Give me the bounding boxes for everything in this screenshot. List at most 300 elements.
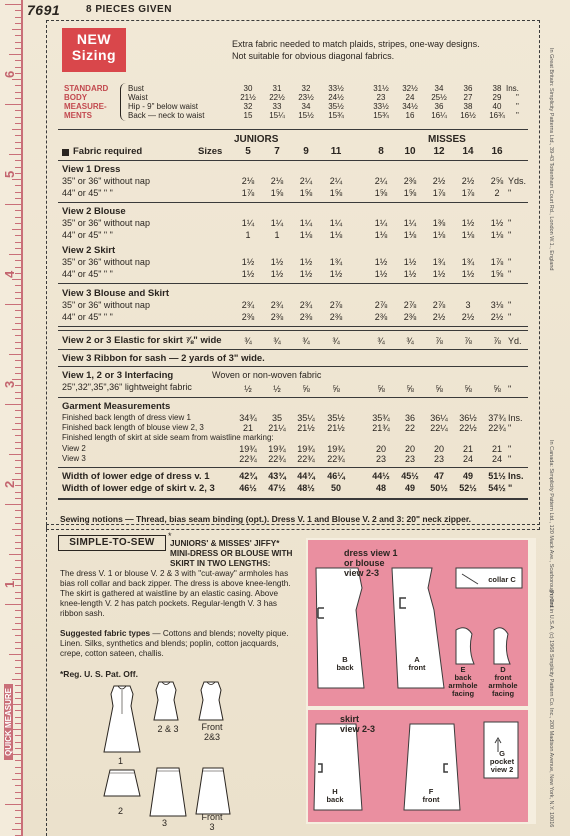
fabric-value: 43¾ — [268, 471, 286, 481]
fabric-value: 2⅝ — [490, 176, 504, 186]
fabric-value: 49 — [462, 471, 473, 481]
ruler-tick — [15, 748, 21, 749]
fabric-value: 23 — [375, 454, 386, 464]
fabric-value: 1⅝ — [329, 188, 343, 198]
measurement-value: 16¼ — [431, 111, 447, 120]
size-header: 5 — [245, 146, 251, 157]
ruler-tick — [15, 523, 21, 524]
fabric-value: 48½ — [297, 483, 315, 493]
fabric-value: 1⅛ — [299, 230, 313, 240]
fabric-value: 2⅞ — [374, 300, 388, 310]
title-line: dress view 1 — [344, 548, 398, 558]
fabric-value: 1⅛ — [490, 230, 504, 240]
measurement-value: 16 — [405, 111, 415, 120]
ruler-tick — [15, 535, 21, 536]
size-header: 16 — [491, 146, 503, 157]
fabric-value: 1¼ — [241, 218, 255, 228]
measurement-value: 29 — [492, 93, 502, 102]
ruler-tick — [15, 560, 21, 561]
ruler-tick — [5, 304, 21, 305]
ruler-tick — [15, 242, 21, 243]
ruler-tick — [15, 635, 21, 636]
label-line: MEASURE- — [64, 102, 107, 111]
measurement-value: 33 — [272, 102, 282, 111]
sewing-notions — [60, 514, 471, 524]
fabric-value: 24 — [462, 454, 473, 464]
fabric-value: 37¾ — [488, 413, 506, 423]
ruler-tick — [15, 335, 21, 336]
fabric-value: 35¼ — [297, 413, 315, 423]
fabric-value: 34¾ — [239, 413, 257, 423]
front-label-line: 2&3 — [203, 732, 220, 742]
fabric-value: 1⅛ — [329, 230, 343, 240]
ruler-tick — [15, 267, 21, 268]
fabric-value: 47 — [433, 471, 444, 481]
notice-line: Extra fabric needed to match plaids, stripes, one-way designs. — [232, 39, 480, 49]
ruler-tick — [15, 798, 21, 799]
fabric-value: 2⅞ — [329, 300, 343, 310]
fabric-value: 1⅛ — [432, 230, 446, 240]
front-label — [192, 812, 232, 832]
ruler-tick — [12, 829, 21, 830]
ruler-tick — [15, 373, 21, 374]
divider — [58, 129, 528, 130]
dress-pieces-title — [344, 548, 398, 578]
ruler-tick — [15, 817, 21, 818]
notice-line: Not suitable for obvious diagonal fabrics. — [232, 51, 395, 61]
fabric-value: ¾ — [377, 336, 385, 346]
fabric-value: 1⅛ — [403, 230, 417, 240]
ruler-tick — [15, 292, 21, 293]
fabric-value: 1½ — [299, 257, 313, 267]
ruler-tick — [15, 48, 21, 49]
divider — [58, 349, 528, 350]
row-label: 44" or 45" " " — [62, 312, 113, 322]
piece-C-label: collar C — [488, 575, 516, 584]
divider — [58, 330, 528, 331]
piece-name: front — [422, 795, 440, 804]
measurement-value: 23 — [376, 93, 386, 102]
ditto-mark: " — [516, 93, 519, 102]
fabric-value: 52½ — [459, 483, 477, 493]
fabric-value: 1¼ — [270, 218, 284, 228]
view-label: 3 — [162, 818, 168, 828]
piece-A-label — [402, 656, 432, 672]
divider — [58, 160, 528, 161]
unit-label: " — [508, 454, 512, 464]
fabric-value: 44¾ — [297, 471, 315, 481]
ruler-tick — [15, 235, 21, 236]
ruler-tick — [15, 348, 21, 349]
fabric-value: 1½ — [490, 218, 504, 228]
measurement-item: Hip - 9" below waist — [128, 102, 198, 111]
front-23-figure — [194, 680, 228, 722]
ruler-tick — [15, 573, 21, 574]
ruler-tick — [12, 79, 21, 80]
ruler-tick — [15, 135, 21, 136]
fabric-value: 2⅜ — [299, 312, 313, 322]
unit-label: " — [508, 483, 513, 493]
ruler-tick — [15, 760, 21, 761]
ruler-tick — [15, 692, 21, 693]
measurement-bracket — [120, 83, 128, 121]
size-header: 9 — [303, 146, 309, 157]
ruler-tick — [15, 548, 21, 549]
size-header: 10 — [404, 146, 416, 157]
ruler-tick — [15, 742, 21, 743]
ruler-tick — [12, 229, 21, 230]
ruler-tick — [15, 448, 21, 449]
ruler-tick — [15, 460, 21, 461]
ruler-tick — [15, 198, 21, 199]
fabric-value: 2¾ — [270, 300, 284, 310]
ribbon-label: View 3 Ribbon for sash — 2 yards of 3" wide. — [62, 353, 265, 364]
ruler-tick — [15, 185, 21, 186]
piece-H-label — [320, 788, 350, 804]
fabric-value: 22¼ — [430, 423, 448, 433]
fabric-value: 2⅞ — [403, 300, 417, 310]
ruler-tick — [15, 285, 21, 286]
fabric-value: 3⅛ — [490, 300, 504, 310]
ruler-tick — [15, 467, 21, 468]
ruler-tick — [9, 454, 21, 455]
fabric-value: 21½ — [327, 423, 345, 433]
measurement-value: 21½ — [240, 93, 256, 102]
piece-G-label — [484, 750, 520, 774]
fabric-value: ½ — [244, 384, 252, 394]
size-header: 7 — [274, 146, 280, 157]
fabric-value: 1½ — [329, 269, 343, 279]
piece-letter: E — [460, 665, 466, 674]
ruler-tick — [12, 429, 21, 430]
ruler-tick — [5, 604, 21, 605]
piece-letter: B — [342, 655, 348, 664]
ruler-tick — [15, 767, 21, 768]
new-sizing-badge — [62, 28, 126, 72]
ruler-tick — [9, 354, 21, 355]
badge-line: Sizing — [71, 47, 117, 63]
fabric-value: 3 — [465, 300, 471, 310]
front-label-line: 3 — [209, 822, 215, 832]
fabric-value: 1½ — [241, 269, 255, 279]
fabric-value: 23 — [433, 454, 444, 464]
fabric-value: 1½ — [461, 218, 475, 228]
ditto-mark: " — [516, 102, 519, 111]
fabric-value: 42¾ — [239, 471, 257, 481]
ruler-tick — [15, 623, 21, 624]
fabric-value: 1½ — [270, 269, 284, 279]
divider — [58, 397, 528, 398]
square-bullet-icon — [62, 149, 69, 156]
fabric-value: 22¾ — [297, 454, 315, 464]
canada-address: In Canada: Simplicity Pattern Ltd., 120 Mack Ave., Scarborough, Ont. — [548, 440, 554, 609]
ruler-label: QUICK MEASURE — [4, 684, 13, 760]
ruler-tick — [5, 4, 21, 5]
measurement-value: 33½ — [328, 84, 344, 93]
fabric-value: 19¾ — [239, 444, 257, 454]
fabric-value: 23 — [404, 454, 415, 464]
ruler-tick — [15, 260, 21, 261]
fabric-value: 2½ — [432, 176, 446, 186]
piece-name: facing — [491, 689, 515, 698]
label-line: BODY — [64, 93, 88, 102]
ruler-tick — [5, 404, 21, 405]
ditto-mark: " — [516, 111, 519, 120]
ruler-tick — [15, 192, 21, 193]
ruler-tick — [15, 60, 21, 61]
fabric-value: 22 — [404, 423, 415, 433]
measurements-label — [64, 84, 108, 120]
piece-letter: G — [499, 749, 505, 758]
ruler-tick — [5, 804, 21, 805]
ruler-number: 3 — [2, 380, 17, 388]
width-dress-label: Width of lower edge of dress v. 1 — [62, 471, 210, 482]
piece-name: view 2 — [490, 765, 514, 774]
badge-line: NEW — [76, 31, 112, 47]
fabric-value: 2¼ — [299, 176, 313, 186]
ruler-tick — [15, 98, 21, 99]
piece-name: pocket — [489, 757, 515, 766]
ruler-tick — [15, 410, 21, 411]
ruler-tick — [15, 717, 21, 718]
measurement-value: 32 — [301, 84, 311, 93]
fabric-value: 1¼ — [374, 218, 388, 228]
ruler-tick — [12, 779, 21, 780]
fabric-value: 2⅛ — [241, 176, 255, 186]
ruler-tick — [15, 592, 21, 593]
ruler-tick — [15, 148, 21, 149]
unit-label: " — [508, 444, 512, 454]
fabric-value: 50 — [330, 483, 341, 493]
ruler-tick — [15, 498, 21, 499]
measurement-value: 15½ — [298, 111, 314, 120]
fabric-value: 48 — [375, 483, 386, 493]
fabric-value: 36½ — [459, 413, 477, 423]
fabric-value: 1⅝ — [403, 188, 417, 198]
fabric-value: ⅝ — [406, 384, 414, 394]
misses-heading: MISSES — [428, 134, 466, 145]
fabric-value: 1¼ — [329, 218, 343, 228]
ruler-tick — [15, 367, 21, 368]
measurement-value: 25½ — [431, 93, 447, 102]
fabric-value: ¾ — [302, 336, 310, 346]
fabric-value: ⅝ — [332, 384, 340, 394]
ruler-tick — [12, 129, 21, 130]
measurement-value: 23½ — [298, 93, 314, 102]
ruler-tick — [15, 67, 21, 68]
ruler-tick — [12, 179, 21, 180]
fabric-value: ⅝ — [435, 384, 443, 394]
sizes-label: Sizes — [198, 146, 223, 157]
ruler-tick — [15, 610, 21, 611]
fabric-value: ⅝ — [302, 384, 310, 394]
measurement-value: 31½ — [373, 84, 389, 93]
fabric-value: ⅞ — [493, 336, 501, 346]
fabric-value: 45½ — [401, 471, 419, 481]
piece-E-label — [444, 666, 482, 698]
unit-label: " — [508, 257, 512, 267]
ruler-tick — [9, 54, 21, 55]
section-title: View 2 Skirt — [62, 245, 116, 256]
ruler-tick — [15, 223, 21, 224]
piece-D-label — [484, 666, 522, 698]
fabric-value: 22½ — [459, 423, 477, 433]
row-label: 44" or 45" " " — [62, 269, 113, 279]
ruler-tick — [5, 104, 21, 105]
unit-label: " — [508, 300, 512, 310]
ruler-tick — [5, 204, 21, 205]
ruler-tick — [15, 617, 21, 618]
ruler-tick — [9, 154, 21, 155]
divider — [58, 366, 528, 367]
ruler-tick — [5, 504, 21, 505]
ruler-tick — [12, 279, 21, 280]
fabric-value: 19¾ — [268, 444, 286, 454]
measurement-item: Waist — [128, 93, 148, 102]
ruler-tick — [12, 29, 21, 30]
measurement-value: 38 — [492, 84, 502, 93]
ruler-tick — [15, 42, 21, 43]
fabric-value: 35 — [271, 413, 282, 423]
ruler-tick — [15, 298, 21, 299]
fabric-value: 1½ — [432, 269, 446, 279]
divider — [58, 467, 528, 468]
skirt-pieces-title — [340, 714, 375, 734]
unit-label: " — [508, 230, 512, 240]
ruler-number: 5 — [2, 170, 17, 178]
ruler-tick — [15, 773, 21, 774]
fabric-value: 1⅞ — [432, 188, 446, 198]
fabric-value: 2½ — [490, 312, 504, 322]
interfacing-label: View 1, 2 or 3 Interfacing — [62, 370, 174, 381]
fabric-value: 1 — [245, 230, 251, 240]
fabric-value: 36¼ — [430, 413, 448, 423]
divider — [58, 202, 528, 203]
ruler-tick — [15, 723, 21, 724]
piece-name: armhole — [488, 681, 518, 690]
ruler-tick — [15, 360, 21, 361]
size-header: 12 — [433, 146, 445, 157]
size-header: 11 — [330, 146, 342, 157]
juniors-heading: JUNIORS — [234, 134, 279, 145]
ruler-tick — [15, 667, 21, 668]
fabric-suggestions-text: — Cottons and blends; novelty pique. Linen. Silks, synthetics and blends; poplin, cotton jacquards, crepe, cotton sateen, challis. — [60, 629, 289, 658]
fabric-value: 21½ — [297, 423, 315, 433]
unit-label: Yd. — [508, 336, 522, 346]
ruler-tick — [15, 492, 21, 493]
front-3-figure — [194, 766, 232, 816]
ruler-tick — [15, 123, 21, 124]
measurement-value: 40 — [492, 102, 502, 111]
fabric-value: ⅝ — [464, 384, 472, 394]
section-title: View 1 Dress — [62, 164, 121, 175]
ruler-tick — [15, 473, 21, 474]
row-label: 35" or 36" without nap — [62, 300, 150, 310]
fabric-value: 1⅝ — [270, 188, 284, 198]
fabric-value: ¾ — [244, 336, 252, 346]
fabric-value: 1⅛ — [461, 230, 475, 240]
fabric-value: 1⅜ — [432, 218, 446, 228]
ruler-tick — [15, 35, 21, 36]
ruler-tick — [15, 217, 21, 218]
fabric-value: 1¾ — [461, 257, 475, 267]
fabric-value: 19¾ — [297, 444, 315, 454]
divider — [58, 283, 528, 284]
ruler-tick — [15, 517, 21, 518]
ruler-tick — [15, 673, 21, 674]
view-2-skirt-figure — [100, 768, 144, 798]
section-title: View 2 Blouse — [62, 206, 126, 217]
ruler-tick — [15, 510, 21, 511]
ruler-number: 2 — [2, 480, 17, 488]
fabric-value: 22¾ — [488, 423, 506, 433]
front-label — [192, 722, 232, 742]
ruler-tick — [15, 210, 21, 211]
pieces-given: 8 PIECES GIVEN — [86, 4, 172, 15]
fabric-value: 50½ — [430, 483, 448, 493]
title-line: or blouse — [344, 558, 385, 568]
ruler-tick — [9, 254, 21, 255]
ruler-tick — [15, 10, 21, 11]
fabric-value: 2⅜ — [403, 312, 417, 322]
ruler-tick — [15, 392, 21, 393]
fabric-value: 1½ — [461, 269, 475, 279]
fabric-value: 46¼ — [327, 471, 345, 481]
ruler-edge — [21, 0, 23, 836]
fabric-value: 2¼ — [329, 176, 343, 186]
ruler-tick — [15, 810, 21, 811]
view-1-figure — [100, 684, 144, 754]
fabric-value: 2⅛ — [270, 176, 284, 186]
fabric-value: 2⅞ — [432, 300, 446, 310]
fabric-value: 1¾ — [432, 257, 446, 267]
notions-text: Sewing notions — Thread, bias seam binding (opt.). Dress V. 1 and Blouse V. 2 and 3: 20" neck zipper. — [60, 514, 472, 524]
description-title: JUNIORS' & MISSES' JIFFY* MINI-DRESS OR BLOUSE WITH SKIRT IN TWO LENGTHS: — [170, 539, 293, 568]
pattern-pieces-panel — [306, 538, 536, 824]
unit-label: Yds. — [508, 176, 527, 186]
ruler-tick — [15, 323, 21, 324]
ruler-tick — [9, 554, 21, 555]
row-label: 44" or 45" " " — [62, 230, 113, 240]
fabric-value: ⅝ — [377, 384, 385, 394]
ruler-tick — [15, 648, 21, 649]
fabric-value: ⅝ — [493, 384, 501, 394]
fabric-required-title: Fabric required — [73, 146, 143, 157]
label-line: STANDARD — [64, 84, 109, 93]
ruler-tick — [15, 435, 21, 436]
row-label: 35" or 36" without nap — [62, 218, 150, 228]
garment-title: Garment Measurements — [62, 401, 171, 412]
unit-label: Ins. — [508, 413, 523, 423]
measurement-value: 16½ — [460, 111, 476, 120]
fabric-value: 1⅛ — [374, 230, 388, 240]
fabric-value: 2 — [494, 188, 500, 198]
ruler-tick — [12, 529, 21, 530]
size-header: 8 — [378, 146, 384, 157]
simple-to-sew-label: SIMPLE-TO-SEW — [58, 535, 166, 551]
interfacing-fabric: 25",32",35",36" lightweight fabric — [62, 382, 192, 392]
fabric-value: 1½ — [403, 257, 417, 267]
measurement-value: 34 — [434, 84, 444, 93]
ruler-number: 6 — [2, 70, 17, 78]
description-body: The dress V. 1 or blouse V. 2 & 3 with "cut-away" armholes has bias roll collar and back zipper. The dress is above knee-length. The skirt is gathered at waistline by an elastic casing. Above knee-length V. 2 has patch pockets. Regular-length V. 3 has ribbon sash. — [60, 569, 291, 618]
interfacing-sub: Woven or non-woven fabric — [212, 370, 322, 380]
ruler-tick — [12, 329, 21, 330]
fabric-suggestions — [60, 629, 300, 659]
measurement-item: Back — neck to waist — [128, 111, 205, 120]
fabric-value: ¾ — [406, 336, 414, 346]
fabric-value: 2¾ — [299, 300, 313, 310]
